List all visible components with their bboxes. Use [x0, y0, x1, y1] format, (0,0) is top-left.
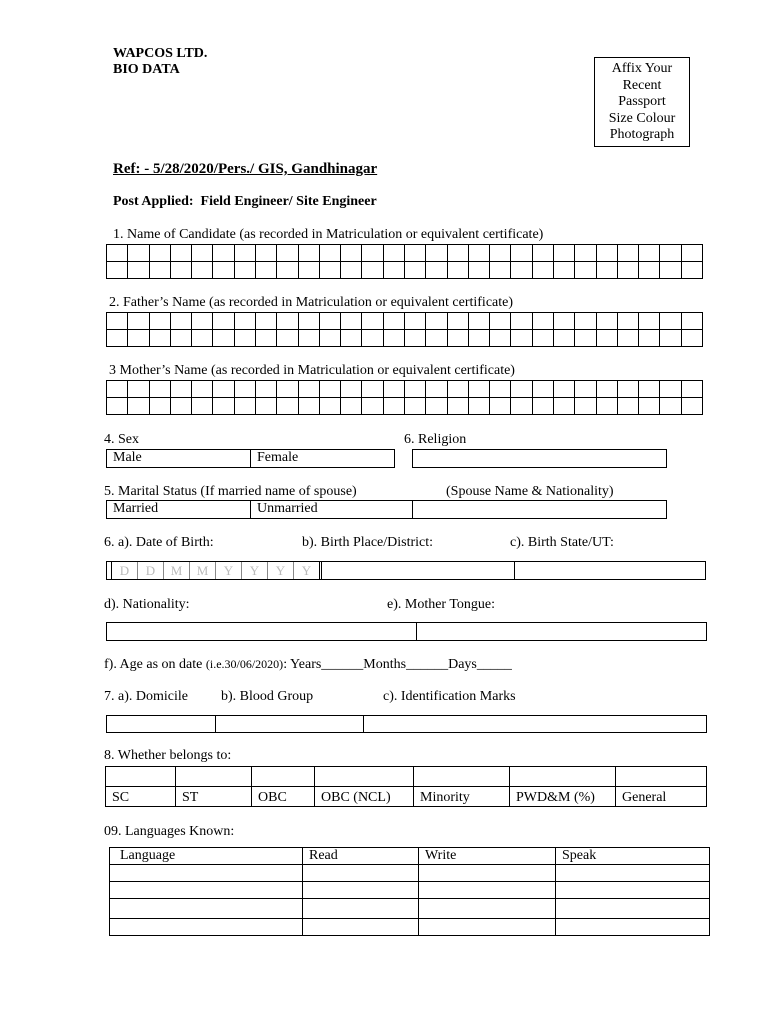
char-box[interactable] — [171, 245, 192, 262]
nationality-label: d). Nationality: — [104, 597, 190, 612]
char-box[interactable] — [277, 313, 298, 330]
char-box[interactable] — [618, 330, 639, 347]
char-box[interactable] — [235, 313, 256, 330]
char-box[interactable] — [405, 398, 426, 415]
char-box[interactable] — [341, 262, 362, 279]
char-box[interactable] — [405, 262, 426, 279]
read-cell[interactable] — [303, 899, 419, 919]
char-box[interactable] — [213, 262, 234, 279]
speak-cell[interactable] — [556, 899, 710, 919]
char-box[interactable] — [469, 262, 490, 279]
blood-group-label: b). Blood Group — [221, 689, 314, 704]
char-box[interactable] — [256, 245, 277, 262]
char-box[interactable] — [320, 381, 341, 398]
char-box[interactable] — [554, 330, 575, 347]
char-box[interactable] — [341, 245, 362, 262]
birth-state-field[interactable] — [515, 562, 705, 579]
dob-digit: Y — [301, 563, 312, 578]
category-label: 8. Whether belongs to: — [104, 748, 232, 763]
char-box[interactable] — [384, 245, 405, 262]
category-checkbox[interactable] — [106, 767, 176, 787]
char-box[interactable] — [192, 313, 213, 330]
category-st: ST — [176, 787, 252, 807]
char-box[interactable] — [639, 398, 660, 415]
speak-cell[interactable] — [556, 882, 710, 899]
category-minority: Minority — [414, 787, 510, 807]
domicile-field[interactable] — [107, 716, 216, 732]
sex-male-option[interactable]: Male — [107, 450, 251, 467]
char-box[interactable] — [192, 381, 213, 398]
char-box[interactable] — [448, 313, 469, 330]
category-general: General — [616, 787, 707, 807]
char-box[interactable] — [490, 381, 511, 398]
char-box[interactable] — [299, 381, 320, 398]
char-box[interactable] — [256, 313, 277, 330]
char-box[interactable] — [171, 313, 192, 330]
candidate-name-grid[interactable] — [106, 244, 703, 279]
category-table — [105, 766, 707, 807]
candidate-name-label: 1. Name of Candidate (as recorded in Matriculation or equivalent certificate) — [113, 227, 544, 242]
char-box[interactable] — [597, 381, 618, 398]
language-row — [110, 882, 710, 899]
category-checkbox[interactable] — [315, 767, 414, 787]
languages-table — [109, 847, 710, 936]
char-box[interactable] — [660, 245, 681, 262]
dob-digit: Y — [242, 562, 268, 579]
char-box[interactable] — [448, 245, 469, 262]
language-cell[interactable] — [110, 899, 303, 919]
dob-digit: Y — [216, 562, 242, 579]
char-box[interactable] — [107, 262, 128, 279]
char-box[interactable] — [192, 398, 213, 415]
char-box[interactable] — [618, 313, 639, 330]
char-box[interactable] — [128, 330, 149, 347]
char-box[interactable] — [618, 398, 639, 415]
char-box[interactable] — [128, 381, 149, 398]
char-box[interactable] — [128, 262, 149, 279]
char-box[interactable] — [384, 330, 405, 347]
blood-group-field[interactable] — [216, 716, 364, 732]
char-box[interactable] — [150, 245, 171, 262]
language-row — [110, 899, 710, 919]
char-box[interactable] — [490, 262, 511, 279]
category-checkbox[interactable] — [616, 767, 707, 787]
category-label-row — [106, 787, 707, 807]
char-box[interactable] — [192, 330, 213, 347]
religion-label: 6. Religion — [404, 432, 467, 447]
char-box[interactable] — [299, 398, 320, 415]
identification-marks-field[interactable] — [364, 716, 706, 732]
speak-cell[interactable] — [556, 865, 710, 882]
char-box[interactable] — [597, 245, 618, 262]
mother-name-grid[interactable] — [106, 380, 703, 415]
photo-line: Size Colour — [608, 110, 676, 126]
char-box[interactable] — [171, 262, 192, 279]
char-box[interactable] — [235, 381, 256, 398]
char-box[interactable] — [448, 262, 469, 279]
dob-digit: D — [112, 562, 138, 579]
sex-female-option[interactable]: Female — [257, 450, 299, 465]
religion-input[interactable] — [413, 450, 666, 467]
char-box[interactable] — [597, 262, 618, 279]
char-box[interactable] — [277, 262, 298, 279]
char-box[interactable] — [490, 313, 511, 330]
father-name-grid[interactable] — [106, 312, 703, 347]
char-box[interactable] — [171, 398, 192, 415]
char-box[interactable] — [171, 330, 192, 347]
char-box[interactable] — [277, 381, 298, 398]
age-label: f). Age as on date — [104, 657, 206, 672]
mother-tongue-field[interactable] — [417, 623, 706, 640]
category-checkbox[interactable] — [510, 767, 616, 787]
char-box[interactable] — [660, 313, 681, 330]
char-box[interactable] — [235, 330, 256, 347]
read-cell[interactable] — [303, 919, 419, 936]
char-box[interactable] — [320, 262, 341, 279]
char-box[interactable] — [320, 330, 341, 347]
char-box[interactable] — [213, 398, 234, 415]
dob-digit-boxes[interactable] — [111, 561, 320, 580]
married-option[interactable]: Married — [107, 501, 251, 518]
char-box[interactable] — [192, 245, 213, 262]
write-header: Write — [419, 848, 556, 865]
char-box[interactable] — [426, 398, 447, 415]
char-box[interactable] — [256, 398, 277, 415]
char-box[interactable] — [362, 262, 383, 279]
char-box[interactable] — [639, 381, 660, 398]
char-box[interactable] — [362, 398, 383, 415]
char-box[interactable] — [320, 245, 341, 262]
read-cell[interactable] — [303, 882, 419, 899]
birth-place-field[interactable] — [322, 562, 515, 579]
char-box[interactable] — [554, 262, 575, 279]
reference-number: Ref: - 5/28/2020/Pers./ GIS, Gandhinagar — [113, 161, 378, 177]
char-box[interactable] — [533, 398, 554, 415]
char-box[interactable] — [235, 262, 256, 279]
char-box[interactable] — [448, 381, 469, 398]
char-box[interactable] — [384, 398, 405, 415]
char-box[interactable] — [639, 313, 660, 330]
photo-line: Recent — [622, 77, 662, 93]
char-box[interactable] — [618, 381, 639, 398]
dob-digit: M — [190, 562, 216, 579]
char-box[interactable] — [426, 330, 447, 347]
char-box[interactable] — [256, 262, 277, 279]
char-box[interactable] — [597, 313, 618, 330]
char-box[interactable] — [405, 313, 426, 330]
char-box[interactable] — [554, 381, 575, 398]
char-box[interactable] — [362, 381, 383, 398]
char-box[interactable] — [469, 398, 490, 415]
char-box[interactable] — [384, 381, 405, 398]
char-box[interactable] — [448, 330, 469, 347]
char-box[interactable] — [469, 313, 490, 330]
write-cell[interactable] — [419, 865, 556, 882]
speak-cell[interactable] — [556, 919, 710, 936]
char-box[interactable] — [320, 398, 341, 415]
char-box[interactable] — [107, 245, 128, 262]
char-box[interactable] — [277, 330, 298, 347]
post-applied — [113, 194, 377, 210]
char-box[interactable] — [469, 330, 490, 347]
category-checkbox[interactable] — [414, 767, 510, 787]
char-box[interactable] — [554, 313, 575, 330]
photo-box[interactable] — [594, 57, 690, 147]
char-box[interactable] — [682, 245, 703, 262]
language-header: Language — [110, 848, 303, 865]
photo-line: Photograph — [609, 127, 675, 142]
category-obc: OBC — [252, 787, 315, 807]
char-box[interactable] — [660, 330, 681, 347]
char-box[interactable] — [299, 245, 320, 262]
char-box[interactable] — [618, 245, 639, 262]
char-box[interactable] — [150, 398, 171, 415]
birth-state-label: c). Birth State/UT: — [510, 535, 614, 550]
char-box[interactable] — [235, 245, 256, 262]
post-applied-value: Field Engineer/ Site Engineer — [200, 194, 377, 209]
char-box[interactable] — [277, 398, 298, 415]
domicile-label: 7. a). Domicile — [104, 689, 188, 704]
char-box[interactable] — [128, 313, 149, 330]
char-box[interactable] — [362, 313, 383, 330]
spouse-field[interactable] — [413, 501, 666, 518]
char-box[interactable] — [469, 381, 490, 398]
age-line — [104, 657, 512, 673]
read-cell[interactable] — [303, 865, 419, 882]
char-box[interactable] — [107, 398, 128, 415]
char-box[interactable] — [575, 398, 596, 415]
dob-digit: Y — [268, 562, 294, 579]
category-checkbox[interactable] — [176, 767, 252, 787]
dob-digit: D — [138, 562, 164, 579]
nationality-row — [106, 622, 707, 641]
char-box[interactable] — [469, 245, 490, 262]
char-box[interactable] — [660, 381, 681, 398]
char-box[interactable] — [405, 245, 426, 262]
char-box[interactable] — [682, 398, 703, 415]
char-box[interactable] — [511, 381, 532, 398]
post-applied-label: Post Applied: — [113, 194, 194, 209]
char-box[interactable] — [128, 245, 149, 262]
char-box[interactable] — [107, 330, 128, 347]
char-box[interactable] — [405, 330, 426, 347]
char-box[interactable] — [618, 262, 639, 279]
char-box[interactable] — [682, 262, 703, 279]
unmarried-option[interactable]: Unmarried — [251, 501, 413, 518]
category-pwd: PWD&M (%) — [510, 787, 616, 807]
char-box[interactable] — [192, 262, 213, 279]
char-box[interactable] — [682, 330, 703, 347]
nationality-field[interactable] — [107, 623, 417, 640]
char-box[interactable] — [490, 245, 511, 262]
category-sc: SC — [106, 787, 176, 807]
char-box[interactable] — [426, 262, 447, 279]
spouse-label: (Spouse Name & Nationality) — [446, 484, 614, 499]
languages-header-row — [110, 848, 710, 865]
char-box[interactable] — [150, 313, 171, 330]
category-obc-ncl: OBC (NCL) — [315, 787, 414, 807]
mother-name-label: 3 Mother’s Name (as recorded in Matriculation or equivalent certificate) — [109, 363, 515, 378]
language-row — [110, 865, 710, 882]
birth-place-label: b). Birth Place/District: — [302, 535, 434, 550]
char-box[interactable] — [341, 381, 362, 398]
father-name-label: 2. Father’s Name (as recorded in Matriculation or equivalent certificate) — [109, 295, 514, 310]
char-box[interactable] — [341, 313, 362, 330]
char-box[interactable] — [107, 381, 128, 398]
char-box[interactable] — [682, 381, 703, 398]
write-cell[interactable] — [419, 899, 556, 919]
language-row — [110, 919, 710, 936]
category-checkbox-row — [106, 767, 707, 787]
char-box[interactable] — [150, 330, 171, 347]
marital-status-label: 5. Marital Status (If married name of spouse) — [104, 484, 357, 499]
char-box[interactable] — [235, 398, 256, 415]
char-box[interactable] — [511, 313, 532, 330]
char-box[interactable] — [511, 330, 532, 347]
char-box[interactable] — [384, 262, 405, 279]
char-box[interactable] — [256, 330, 277, 347]
char-box[interactable] — [533, 330, 554, 347]
char-box[interactable] — [256, 381, 277, 398]
language-cell[interactable] — [110, 882, 303, 899]
char-box[interactable] — [660, 398, 681, 415]
char-box[interactable] — [299, 262, 320, 279]
char-box[interactable] — [448, 398, 469, 415]
char-box[interactable] — [575, 245, 596, 262]
char-box[interactable] — [533, 262, 554, 279]
char-box[interactable] — [426, 245, 447, 262]
religion-field[interactable] — [412, 449, 667, 468]
languages-label: 09. Languages Known: — [104, 824, 235, 839]
char-box[interactable] — [554, 245, 575, 262]
speak-header: Speak — [556, 848, 710, 865]
char-box[interactable] — [533, 313, 554, 330]
char-box[interactable] — [213, 313, 234, 330]
domicile-row — [106, 715, 707, 733]
photo-line: Passport — [618, 94, 666, 109]
doc-title: BIO DATA — [113, 62, 180, 77]
char-box[interactable] — [490, 330, 511, 347]
marital-status-row — [106, 500, 667, 519]
sex-label: 4. Sex — [104, 432, 139, 447]
char-box[interactable] — [426, 381, 447, 398]
char-box[interactable] — [150, 262, 171, 279]
sex-options — [106, 449, 395, 468]
char-box[interactable] — [597, 398, 618, 415]
char-box[interactable] — [575, 381, 596, 398]
char-box[interactable] — [511, 245, 532, 262]
char-box[interactable] — [320, 313, 341, 330]
char-box[interactable] — [299, 313, 320, 330]
char-box[interactable] — [171, 381, 192, 398]
language-cell[interactable] — [110, 865, 303, 882]
mother-tongue-label: e). Mother Tongue: — [387, 597, 496, 612]
identification-marks-label: c). Identification Marks — [383, 689, 516, 704]
char-box[interactable] — [511, 398, 532, 415]
dob-label: 6. a). Date of Birth: — [104, 535, 214, 550]
read-header: Read — [303, 848, 419, 865]
org-name: WAPCOS LTD. — [113, 46, 208, 61]
age-date: (i.e.30/06/2020) — [205, 657, 284, 671]
char-box[interactable] — [554, 398, 575, 415]
char-box[interactable] — [639, 262, 660, 279]
char-box[interactable] — [341, 330, 362, 347]
write-cell[interactable] — [419, 919, 556, 936]
write-cell[interactable] — [419, 882, 556, 899]
char-box[interactable] — [597, 330, 618, 347]
char-box[interactable] — [660, 262, 681, 279]
char-box[interactable] — [533, 381, 554, 398]
char-box[interactable] — [575, 313, 596, 330]
char-box[interactable] — [213, 381, 234, 398]
category-checkbox[interactable] — [252, 767, 315, 787]
char-box[interactable] — [277, 245, 298, 262]
char-box[interactable] — [511, 262, 532, 279]
char-box[interactable] — [107, 313, 128, 330]
char-box[interactable] — [533, 245, 554, 262]
char-box[interactable] — [384, 313, 405, 330]
char-box[interactable] — [426, 313, 447, 330]
char-box[interactable] — [362, 245, 383, 262]
char-box[interactable] — [575, 330, 596, 347]
char-box[interactable] — [341, 398, 362, 415]
char-box[interactable] — [150, 381, 171, 398]
char-box[interactable] — [639, 245, 660, 262]
char-box[interactable] — [299, 330, 320, 347]
photo-line: Affix Your — [611, 61, 673, 76]
char-box[interactable] — [362, 330, 383, 347]
char-box[interactable] — [575, 262, 596, 279]
char-box[interactable] — [405, 381, 426, 398]
char-box[interactable] — [213, 330, 234, 347]
age-fields[interactable]: : Years______Months______Days_____ — [283, 657, 512, 672]
char-box[interactable] — [639, 330, 660, 347]
dob-digit: M — [164, 562, 190, 579]
char-box[interactable] — [490, 398, 511, 415]
char-box[interactable] — [213, 245, 234, 262]
char-box[interactable] — [128, 398, 149, 415]
char-box[interactable] — [682, 313, 703, 330]
language-cell[interactable] — [110, 919, 303, 936]
